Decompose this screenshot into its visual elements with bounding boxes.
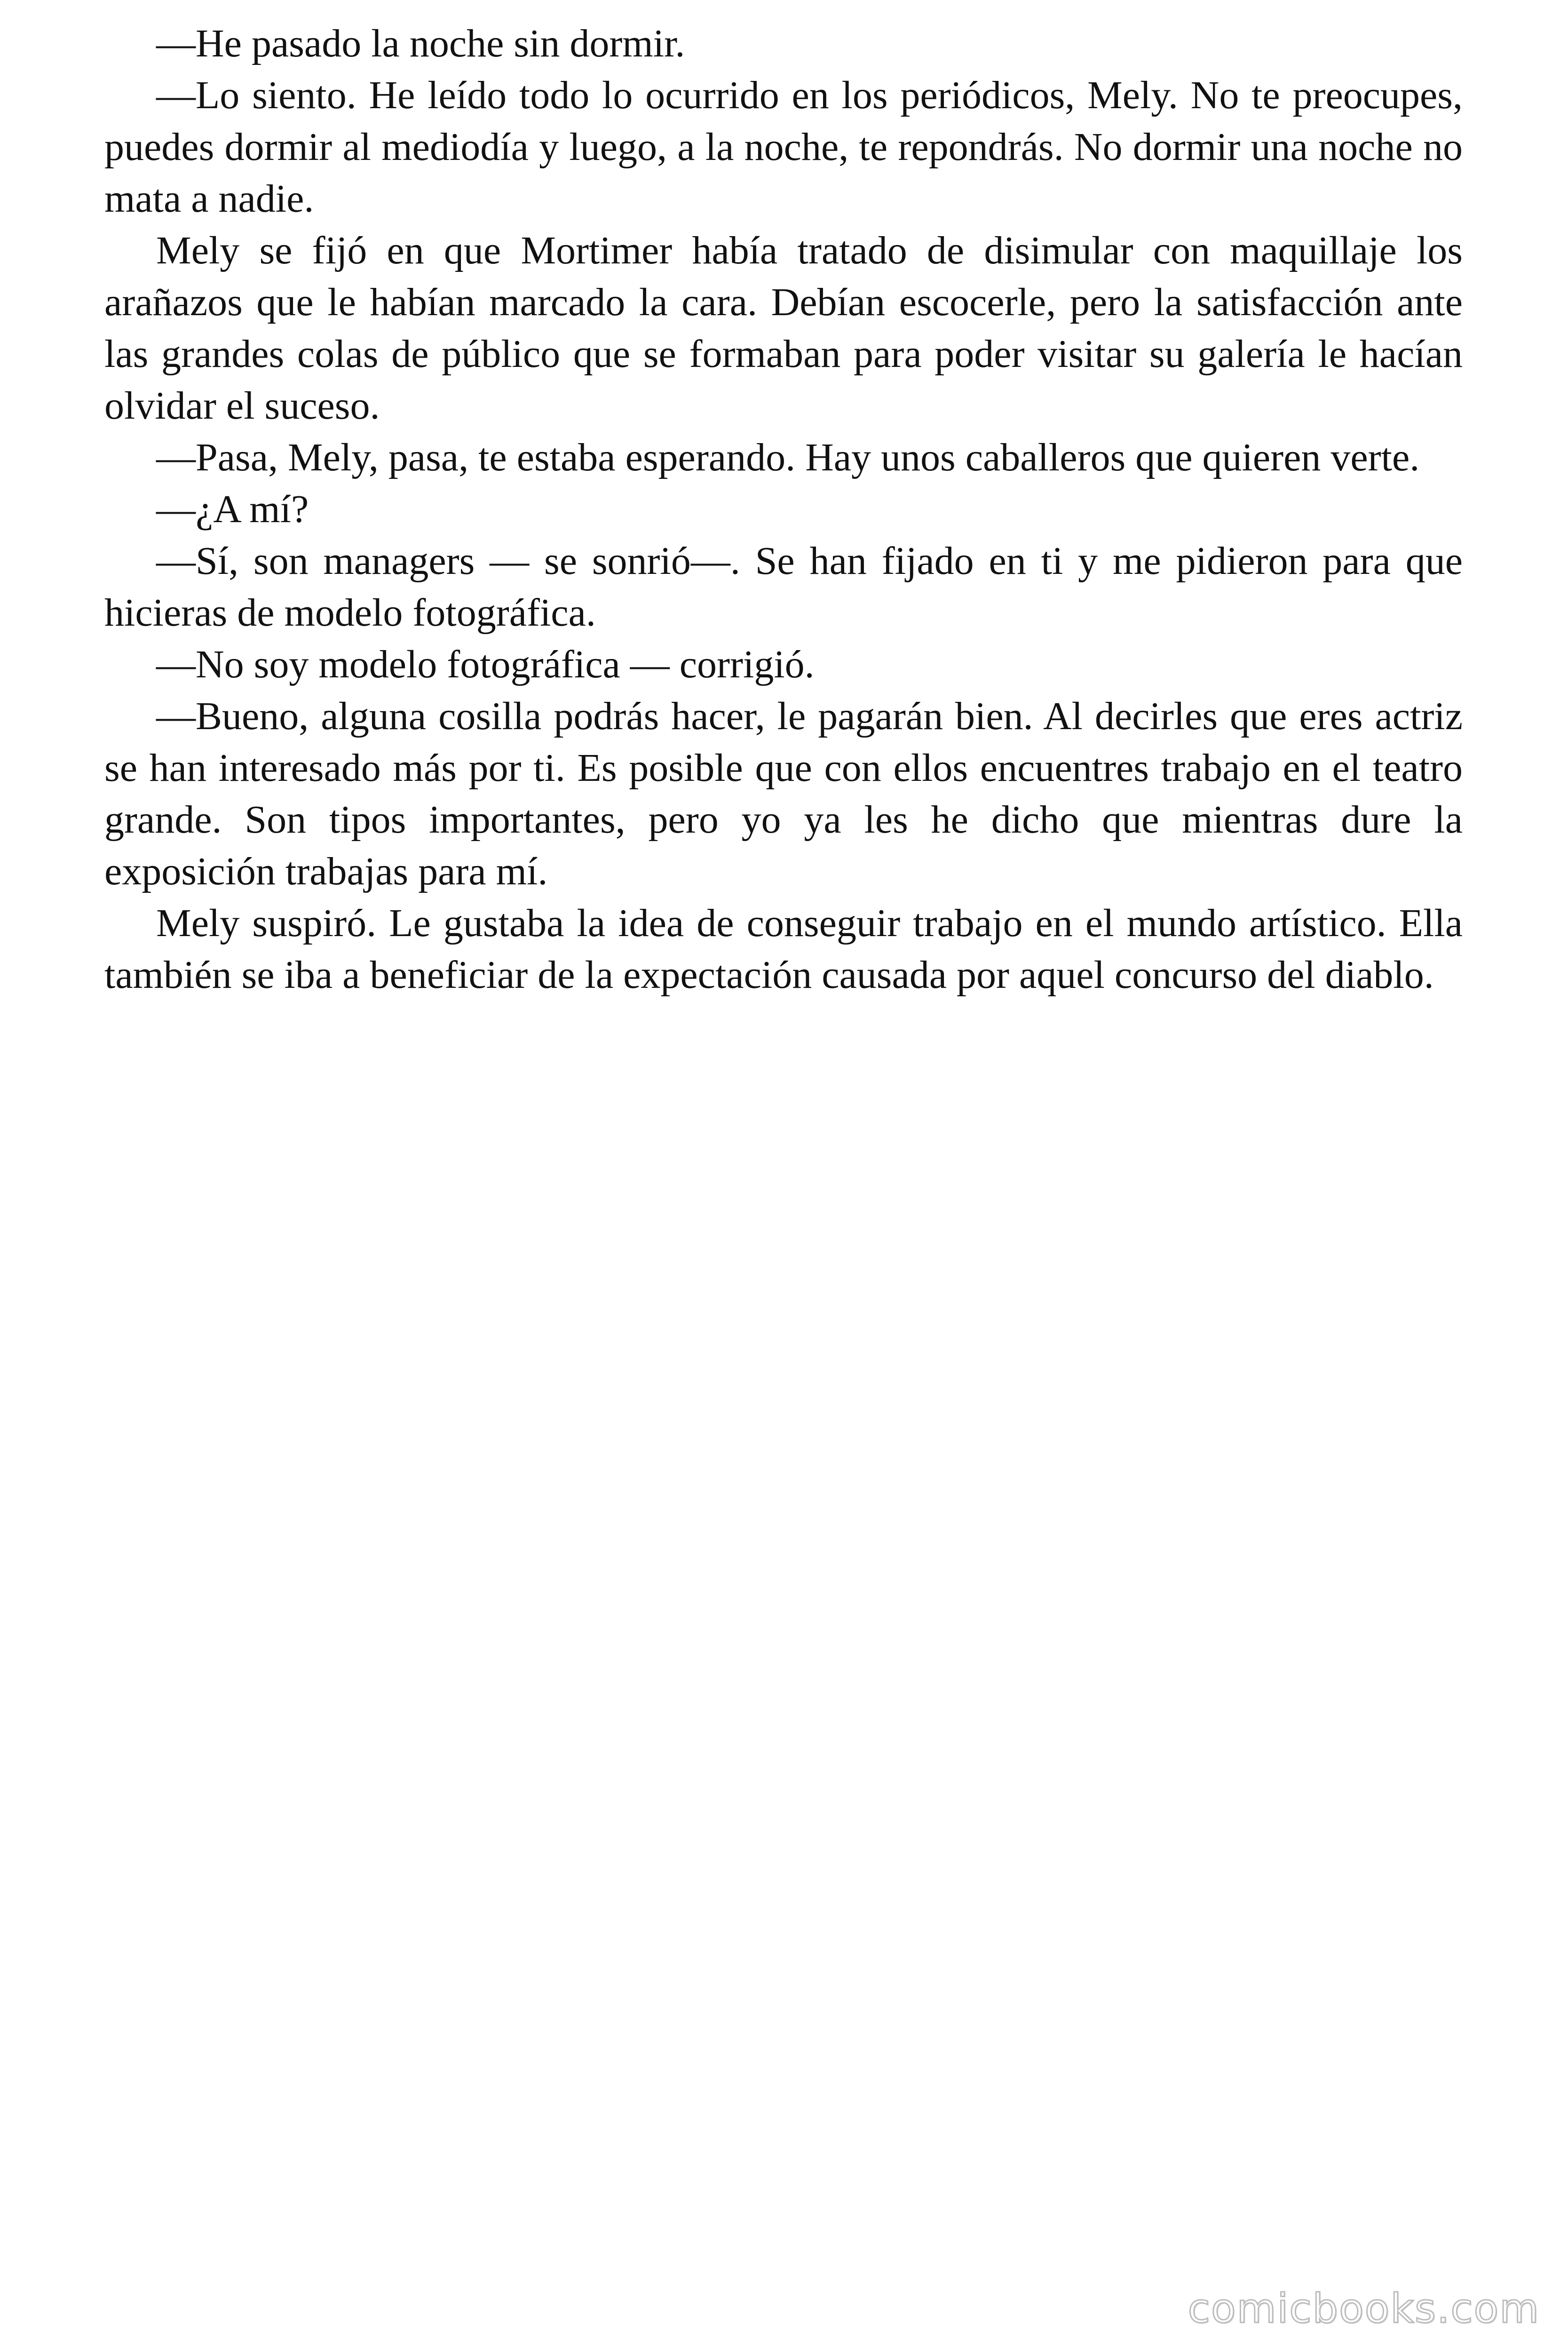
paragraph-6: —Sí, son managers — se sonrió—. Se han fijado en ti y me pidieron para que hicieras de modelo fotográfica. bbox=[104, 539, 1463, 635]
paragraph-5: —¿A mí? bbox=[156, 487, 309, 531]
paragraph-8: —Bueno, alguna cosilla podrás hacer, le pagarán bien. Al decirles que eres actriz se han interesado más por ti. Es posible que con ellos encuentres trabajo en el teatro grande. Son tipos importantes, pero yo ya les he dicho que mientras dure la exposición trabajas para mí. bbox=[104, 694, 1463, 893]
site-watermark: comicbooks.com bbox=[1188, 2285, 1540, 2332]
paragraph-9: Mely suspiró. Le gustaba la idea de conseguir trabajo en el mundo artístico. Ella también se iba a beneficiar de la expectación causada por aquel concurso del diablo. bbox=[104, 901, 1463, 997]
paragraph-7: —No soy modelo fotográfica — corrigió. bbox=[156, 643, 815, 686]
body-text bbox=[104, 18, 1463, 1001]
paragraph-2: —Lo siento. He leído todo lo ocurrido en los periódicos, Mely. No te preocupes, puedes dormir al mediodía y luego, a la noche, te repondrás. No dormir una noche no mata a nadie. bbox=[104, 73, 1463, 221]
paragraph-3: Mely se fijó en que Mortimer había tratado de disimular con maquillaje los arañazos que le habían marcado la cara. Debían escocerle, pero la satisfacción ante las grandes colas de público que se formaban para poder visitar su galería le hacían olvidar el suceso. bbox=[104, 229, 1463, 428]
paragraph-1: —He pasado la noche sin dormir. bbox=[156, 22, 685, 65]
paragraph-4: —Pasa, Mely, pasa, te estaba esperando. Hay unos caballeros que quieren verte. bbox=[156, 436, 1420, 479]
